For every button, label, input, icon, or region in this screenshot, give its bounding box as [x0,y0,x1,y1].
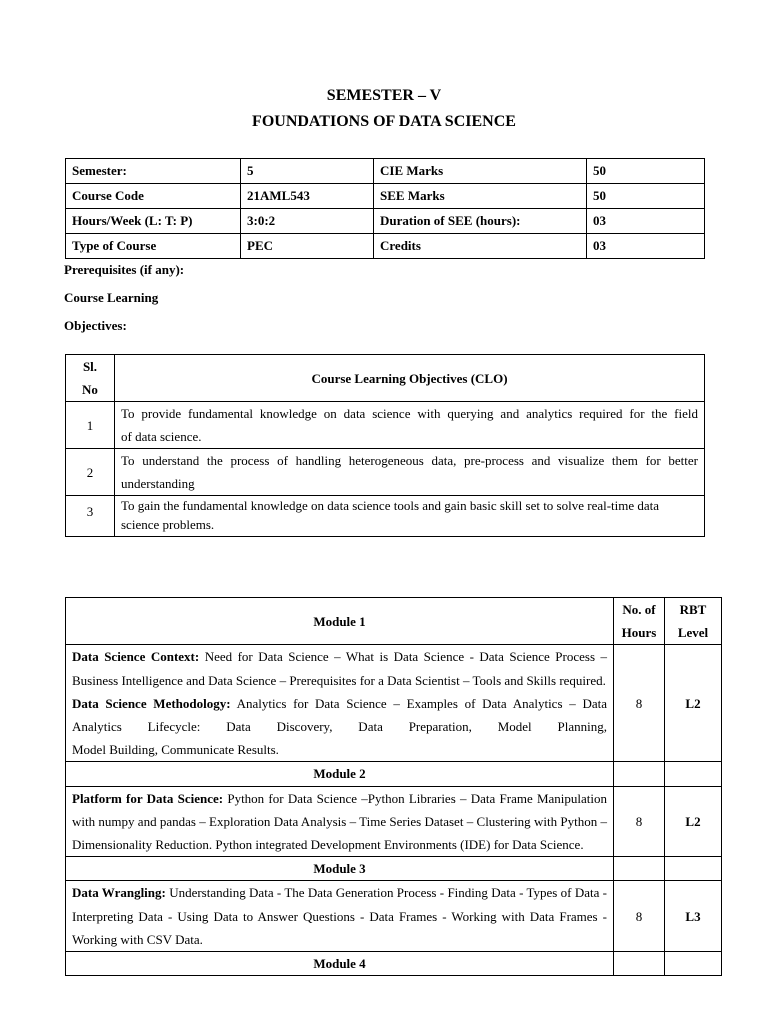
clo-text [115,449,705,496]
semester-title: SEMESTER – V [326,87,442,104]
module-hours: 8 [614,645,665,762]
empty-cell [665,952,722,976]
module-rbt-level: L2 [665,645,722,762]
module-rbt-level: L3 [665,881,722,952]
module-content [66,645,614,762]
info-value: 03 [587,209,705,234]
module-paragraph [72,645,607,691]
table-row [66,786,722,857]
table-row [66,857,722,881]
empty-cell [614,762,665,786]
clo-number: 3 [66,496,115,537]
empty-cell [665,762,722,786]
module-paragraph-line: Model Building, Communicate Results. [72,742,279,758]
info-label: Duration of SEE (hours): [374,209,587,234]
prerequisites-label: Prerequisites (if any): [64,262,185,277]
info-value: 50 [587,184,705,209]
info-label: Course Code [66,184,241,209]
table-row [66,234,705,259]
info-label: Semester: [66,159,241,184]
empty-cell [665,857,722,881]
table-row [66,209,705,234]
course-title: FOUNDATIONS OF DATA SCIENCE [252,113,516,130]
rbt-header [665,598,722,645]
clo-line: science problems. [121,517,215,532]
course-info-table [65,158,705,259]
table-row [66,184,705,209]
module-hours: 8 [614,786,665,857]
clo-line: To understand the process of handling heterogeneous data, pre-process and visualize them for better [121,453,698,468]
table-row [66,881,722,952]
table-row [66,598,722,645]
topic-label: Data Science Methodology: [72,695,231,711]
module-title: Module 3 [66,857,614,881]
module-rbt-level: L2 [665,786,722,857]
sl-header-line1: Sl. [82,359,98,374]
topic-label: Data Science Context: [72,649,200,665]
topic-text: Python for Data Science –Python Libraries – Data Frame Manipulation with numpy and pandas – Exploration Data Analysis – Time Series Dataset – Clustering with Python – Dimensionality Reduction. Python integrated Development Environments (IDE) for Data Science. [72,790,608,853]
info-value: 03 [587,234,705,259]
table-row [66,159,705,184]
sl-header-line2: No [82,382,98,397]
clo-number: 1 [66,402,115,449]
topic-label: Platform for Data Science: [72,790,224,806]
rbt-header-line2: Level [677,625,709,641]
table-row [66,952,722,976]
module-paragraph [72,692,607,738]
info-label: Credits [374,234,587,259]
info-label: CIE Marks [374,159,587,184]
info-label: Type of Course [66,234,241,259]
clo-line: To gain the fundamental knowledge on data science tools and gain basic skill set to solve real-time data [121,498,660,513]
course-learning-label: Course Learning [64,290,159,305]
clo-table [65,354,705,537]
empty-cell [614,952,665,976]
table-row [66,645,722,762]
hours-header [614,598,665,645]
hours-header-line1: No. of [622,602,656,617]
module-hours: 8 [614,881,665,952]
info-value: 3:0:2 [241,209,374,234]
modules-table [65,597,722,976]
hours-header-line2: Hours [621,625,657,641]
info-value: 50 [587,159,705,184]
topic-text: Need for Data Science – What is Data Science - Data Science Process – Business Intelligence and Data Science – Prerequisites for a Data Scientist – Tools and Skills required. [72,649,608,688]
topic-text: Analytics for Data Science – Examples of Data Analytics – Data Analytics Lifecycle: Data Discovery, Data Preparation, Model Planning, [72,695,607,735]
module-paragraph [72,787,607,857]
clo-line: understanding [121,476,195,491]
clo-header: Course Learning Objectives (CLO) [115,355,705,402]
info-label: SEE Marks [374,184,587,209]
topic-label: Data Wrangling: [72,885,166,901]
clo-line: To provide fundamental knowledge on data science with querying and analytics required for the field [121,406,698,421]
info-value: PEC [241,234,374,259]
info-value: 5 [241,159,374,184]
table-row [66,762,722,786]
topic-text: Understanding Data - The Data Generation Process - Finding Data - Types of Data - Interpreting Data - Using Data to Answer Questions - Data Frames - Working with Data Frames -Working with CSV Data. [72,885,608,947]
info-label: Hours/Week (L: T: P) [66,209,241,234]
clo-number: 2 [66,449,115,496]
info-value: 21AML543 [241,184,374,209]
table-row [66,449,705,496]
empty-cell [614,857,665,881]
table-row [66,496,705,537]
table-row [66,402,705,449]
table-row [66,355,705,402]
module-paragraph [72,881,607,951]
module-title: Module 4 [66,952,614,976]
module-content [66,881,614,952]
module-title: Module 1 [66,598,614,645]
sl-no-header [66,355,115,402]
module-title: Module 2 [66,762,614,786]
clo-text [115,402,705,449]
objectives-label: Objectives: [64,318,127,333]
clo-text [115,496,705,537]
module-content [66,786,614,857]
clo-line: of data science. [121,429,202,444]
rbt-header-line1: RBT [679,602,707,617]
